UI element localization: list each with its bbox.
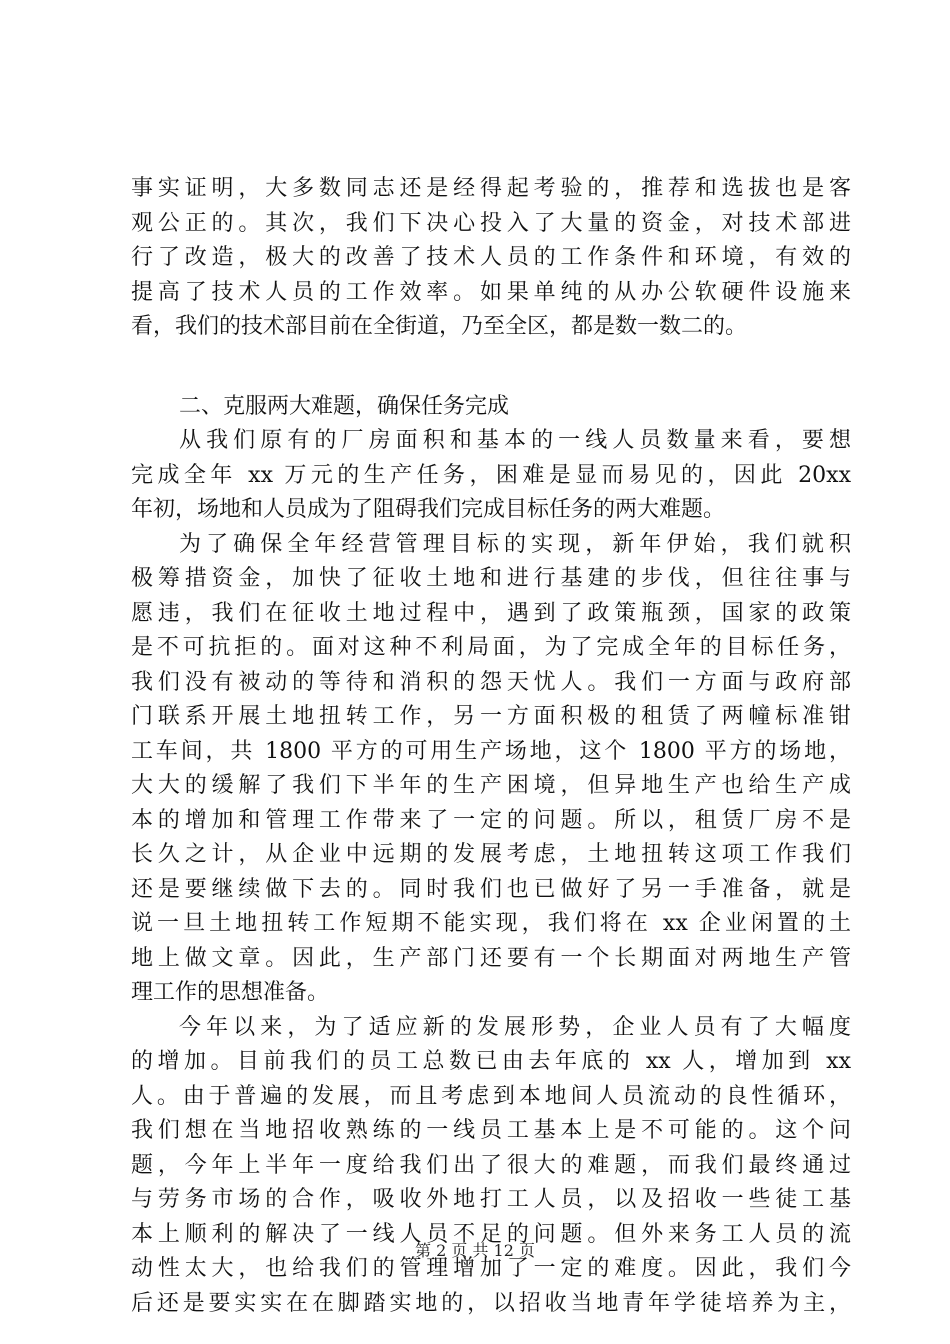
- text-line: 观公正的。其次，我们下决心投入了大量的资金，对技术部进: [131, 210, 851, 236]
- section-heading: 二、克服两大难题，确保任务完成: [179, 393, 510, 419]
- text-line: 大大的缓解了我们下半年的生产困境，但异地生产也给生产成: [131, 773, 851, 798]
- text-line: 行了改造，极大的改善了技术人员的工作条件和环境，有效的: [131, 245, 851, 270]
- text-line: 本上顺利的解决了一线人员不足的问题。但外来务工人员的流: [131, 1221, 851, 1247]
- paragraph-gap: [131, 345, 851, 390]
- text-line: 的增加。目前我们的员工总数已由去年底的 xx 人，增加到 xx: [131, 1049, 851, 1074]
- text-line: 工车间，共 1800 平方的可用生产场地，这个 1800 平方的场地，: [131, 738, 851, 764]
- text-line: 动性太大，也给我们的管理增加了一定的难度。因此，我们今: [131, 1256, 851, 1281]
- text-line: 为了确保全年经营管理目标的实现，新年伊始，我们就积: [179, 531, 851, 557]
- text-line: 题，今年上半年一度给我们出了很大的难题，而我们最终通过: [131, 1152, 851, 1178]
- text-line: 事实证明，大多数同志还是经得起考验的，推荐和选拔也是客: [131, 176, 851, 201]
- text-line: 从我们原有的厂房面积和基本的一线人员数量来看，要想: [179, 428, 851, 453]
- text-line: 我们想在当地招收熟练的一线员工基本上是不可能的。这个问: [131, 1118, 851, 1143]
- text-line: 还是要继续做下去的。同时我们也已做好了另一手准备，就是: [131, 876, 851, 902]
- text-line: 极筹措资金，加快了征收土地和进行基建的步伐，但往往事与: [131, 566, 851, 591]
- text-line: 说一旦土地扭转工作短期不能实现，我们将在 xx 企业闲置的土: [131, 911, 851, 936]
- text-line: 完成全年 xx 万元的生产任务，困难是显而易见的，因此 20xx: [131, 462, 851, 488]
- text-line: 理工作的思想准备。: [131, 980, 330, 1005]
- text-line: 后还是要实实在在脚踏实地的，以招收当地青年学徒培养为主，: [131, 1290, 851, 1316]
- text-line: 愿违，我们在征收土地过程中，遇到了政策瓶颈，国家的政策: [131, 600, 851, 626]
- text-line: 长久之计，从企业中远期的发展考虑，土地扭转这项工作我们: [131, 842, 851, 867]
- document-body: [131, 172, 851, 1321]
- page-footer: 第 2 页 共 12 页: [415, 1241, 535, 1260]
- text-line: 人。由于普遍的发展，而且考虑到本地间人员流动的良性循环，: [131, 1083, 851, 1109]
- text-line: 是不可抗拒的。面对这种不利局面，为了完成全年的目标任务，: [131, 635, 851, 660]
- text-line: 门联系开展土地扭转工作，另一方面积极的租赁了两幢标准钳: [131, 704, 851, 729]
- text-line: 与劳务市场的合作，吸收外地打工人员，以及招收一些徒工基: [131, 1187, 851, 1212]
- text-line: 年初，场地和人员成为了阻碍我们完成目标任务的两大难题。: [131, 497, 726, 522]
- text-line: 本的增加和管理工作带来了一定的问题。所以，租赁厂房不是: [131, 807, 851, 833]
- text-line: 看，我们的技术部目前在全街道，乃至全区，都是数一数二的。: [131, 314, 748, 339]
- text-line: 我们没有被动的等待和消积的怨天忧人。我们一方面与政府部: [131, 669, 851, 695]
- text-line: 地上做文章。因此，生产部门还要有一个长期面对两地生产管: [131, 945, 851, 971]
- text-line: 今年以来，为了适应新的发展形势，企业人员有了大幅度: [179, 1014, 851, 1040]
- text-line: 提高了技术人员的工作效率。如果单纯的从办公软硬件设施来: [131, 279, 851, 305]
